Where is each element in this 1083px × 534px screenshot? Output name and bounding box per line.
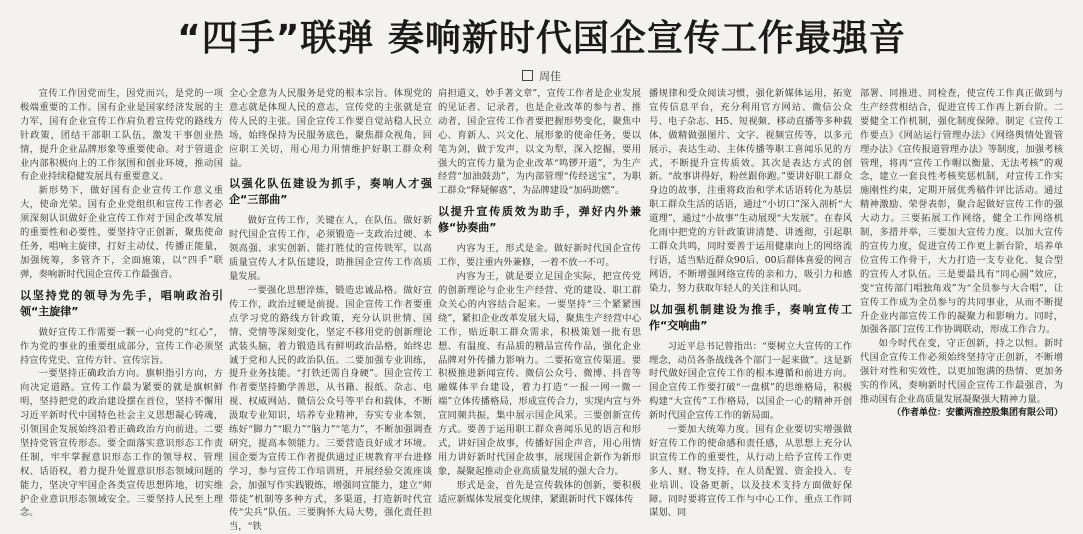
paragraph: 形式是金，首先是宣传载体的创新，要积极适应新媒体发展变化规律，紧跟新时代下媒体传: [438, 479, 641, 505]
paragraph: 新形势下，做好国有企业宣传工作意义重大，使命光荣。国有企业党组织和宣传工作者必须深刻认识做好企业宣传工作对于国企改革发展的重要性和必要性，要坚持守正创新，聚焦使命任务，唱响主旋律，打好主动仗，传播正能量，加强统筹，多管齐下，全面施策，以“四手”联弹，奏响新时代国企宣传工作最强音。: [20, 185, 223, 280]
section-heading: 以强化队伍建设为抓手，奏响人才强企“三部曲”: [229, 177, 432, 207]
column-1: [20, 87, 223, 519]
paragraph: 如今时代在变，守正创新，持之以恒。新时代国企宣传工作必须始终坚持守正创新，不断增强针对性和实效性，以更加饱满的热情、更加务实的作风，奏响新时代国企宣传工作最强音，为推动国有企业高质量发展凝聚强大精神力量。: [860, 338, 1063, 405]
column-5: [860, 87, 1063, 482]
author-affiliation: （作者单位：安徽两淮控股集团有限公司）: [891, 407, 1063, 418]
column-2: [229, 87, 432, 533]
paragraph: 内容为王，就是要立足国企实际，把宣传党的创新理论与企业生产经营、党的建设、职工群众关心的内容结合起来。一要坚持“三个紧紧围绕”，紧扣企业改革发展大局，聚焦生产经营中心工作，贴近职工群众需求，积极策划一批有思想、有温度、有品质的精品宣传作品，强化企业品牌对外传播力影响力。二要拓宽宣传渠道。要积极推进新闻宣传、微信公众号、微博、抖音等融媒体平台建设，着力打造“一报一网一微一端”立体传播格局，形成宣传合力，实现内宣与外宣同频共振，集中展示国企风采。三要创新宣传方式。要善于运用职工群众喜闻乐见的语言和形式，讲好国企故事，传播好国企声音，用心用情用力讲好新时代国企故事，展现国企新作为新形象，凝聚起推动企业高质量发展的强大合力。: [438, 271, 641, 477]
paragraph: 习近平总书记曾指出：“要树立大宣传的工作理念，动员各条战线各个部门一起来做”。这是新时代做好国企宣传工作的根本遵循和前进方向。国企宣传工作要打破“一盘棋”的思维格局，积极构建“大宣传”工作格局，以国企一心的精神开创新时代国企宣传工作的新局面。: [649, 340, 852, 422]
paragraph: 做好宣传工作需要一颗一心向党的“红心”，作为党的事业的重要组成部分，宣传工作必须坚持宣传党史、宣传方针、宣传宗旨。: [20, 326, 223, 366]
author-name: 周佳: [539, 70, 561, 83]
paragraph: 做好宣传工作，关键在人，在队伍。做好新时代国企宣传工作，必须锻造一支政治过硬、本领高强、求实创新、能打胜仗的宣传铁军，以高质量宣传人才队伍建设，助推国企宣传工作高质量发展。: [229, 215, 432, 283]
paragraph: 一要强化思想淬炼，锻造忠诚品格。做好宣传工作，政治过硬是前提。国企宣传工作者要重点学习党的路线方针政策，充分认识世情、国情、党情等深刻变化，坚定不移用党的创新理论武装头脑，着力锻造具有鲜明政治品格，始终忠诚于党和人民的政治队伍。二要加强专业训练，提升业务技能。“打铁还需自身硬”。国企宣传工作者要坚持勤学善思，从书籍、报纸、杂志、电视、权威网站、微信公众号等平台和载体，不断汲取专业知识，培养专业精神，夯实专业本领，练好“脚力”“眼力”“脑力”“笔力”，不断加强调查研究，提高本领能力。三要营造良好成才环境。国企要为宣传工作者提供通过正规教育平台进修学习，参与宣传工作培训班，开展经验交流座谈会，加强写作实践锻炼，增强同宣能力，建立“师带徒”机制等多种方式，多渠道，打造新时代宣传“尖兵”队伍。三要胸怀大局大势，强化责任担当，“铁: [229, 284, 432, 533]
paragraph: 宣传工作因党而生，因党而兴，是党的一项极端重要的工作。国有企业是国家经济发展的主力军，国有企业宣传工作肩负着宣传党的路线方针政策，团结干部职工队伍，激发干事创业热情，提升企业品牌形象等重要使命。对于管道企业内部积极向上的工作氛围和创业环境，推动国有企业持续稳健发展具有重要意义。: [20, 88, 223, 183]
paragraph: 内容为王，形式是金。做好新时代国企宣传工作，要注重内外兼修，一着不放一不可。: [438, 243, 641, 269]
author-box-icon: [522, 70, 533, 81]
paragraph: 一要坚持正确政治方向。旗帜指引方向，方向决定道路。宣传工作最为紧要的就是旗帜鲜明，坚持把党的政治建设摆在首位，坚持不懈用习近平新时代中国特色社会主义思想凝心铸魂，引领国企发展始终沿着正确政治方向前进。二要坚持党管宣传形态。要全面落实意识形态工作责任制，牢牢掌握意识形态工作的领导权、管理权、话语权，着力提升处置意识形态领域问题的能力，坚决守牢国企各类宣传思想阵地，切实维护企业意识形态领域安全。三要坚持人民至上理念。: [20, 368, 223, 519]
column-3: [438, 87, 641, 505]
section-heading: 以加强机制建设为推手，奏响宣传工作“交响曲”: [649, 302, 852, 332]
paragraph: 部署、同推进、同检查，使宣传工作真正做到与生产经营相结合，促进宣传工作再上新台阶。二要健全工作机制，强化制度保障。制定《宣传工作要点》《网站运行管理办法》《网络舆情处置管理办法》《宣传报道管理办法》等制度，加强考核管理，将再“宣传工作帽以衡量、无法考核”的观念，建立一套良性考核奖惩机制，对宣传工作实施刚性约束，定期开展优秀稿件评比活动。通过精神激励、荣誉表彰，聚合起做好宣传工作的强大动力。三要拓展工作网络，健全工作网络机制，多措并举，三要加大宣传力度。以加大宣传的宣传力度，促进宣传工作更上新台阶，培养单位宣传工作骨干，大力打造一支专业化、复合型的宣传人才队伍。三是要最具有“同心圆”效应，变“宣传部门唱独角戏”为“全员参与大合唱”，让宣传工作成为全员参与的共同事业，从而不断提升企业内部宣传工作的凝聚力和影响力。同时，加强各部门宣传工作协调联动，形成工作合力。: [860, 88, 1063, 336]
paragraph: 一要加大统筹力度。国有企业要切实增强做好宣传工作的使命感和责任感，从思想上充分认识宣传工作的重要性，从行动上给予宣传工作更多人、财、物支持，在人员配置、资金投入、专业培训、设备更新，以及技术支持方面做好保障。同时要将宣传工作与中心工作、重点工作同谋划、同: [649, 424, 852, 519]
paragraph: 全心全意为人民服务是党的根本宗旨。体现党的意志就是体现人民的意志，宣传党的主张就是宣传人民的主张。国企宣传工作要自觉站稳人民立场，始终保持为民服务底色，聚焦群众视角，回应职工关切，用心用力用情维护好职工群众利益。: [229, 88, 432, 169]
paragraph: 肩担道义，妙手著文章”，宣传工作者是企业发展的见证者、记录者，也是企业改革的参与者、推动者，国企宣传工作者要把握形势变化，聚焦中心、育新人、兴文化、展形象的使命任务，要以笔为剑，做于发声，以文为犁，深入挖掘，要用强大的宣传力量为企业改革“鸣锣开道”，为生产经营“加油鼓劲”，为内部管理“传经送宝”，为职工群众“释疑解惑”，为品牌建设“加码助燃”。: [438, 88, 641, 197]
section-heading: 以坚持党的领导为先手，唱响政治引领“主旋律”: [20, 288, 223, 318]
section-heading: 以提升宣传质效为助手，弹好内外兼修“协奏曲”: [438, 205, 641, 235]
paragraph: 播规律和受众阅读习惯，强化新媒体运用，拓宽宣传信息平台，充分利用官方网站、微信公众号、电子杂志、H5、短视频、移动直播等多种载体，做精做强图片、文字、视频宣传等，以多元展示，表达生动、主体传播等职工喜闻乐见的方式，不断提升宣传质效。其次是表达方式的创新。“故事讲得好，粉丝跟你跑。”要讲好职工群众身边的故事，注重将政治和学术话语转化为基层职工群众生活的话语，通过“小切口”深入剖析“大道理”，通过“小故事”生动展现“大发展”。在春风化雨中把党的方针政策讲清楚、讲透彻，引起职工群众共鸣，同时要善于运用健康向上的网络流行语，适当贴近群众90后、00后群体喜爱的网言网语，不断增强网络宣传的亲和力，吸引力和感染力，努力获取年轻人的关注和认同。: [649, 88, 852, 294]
author-line: [0, 68, 1083, 84]
article-title: “四手”联弹 奏响新时代国企宣传工作最强音: [177, 18, 906, 59]
column-4: [649, 87, 852, 519]
